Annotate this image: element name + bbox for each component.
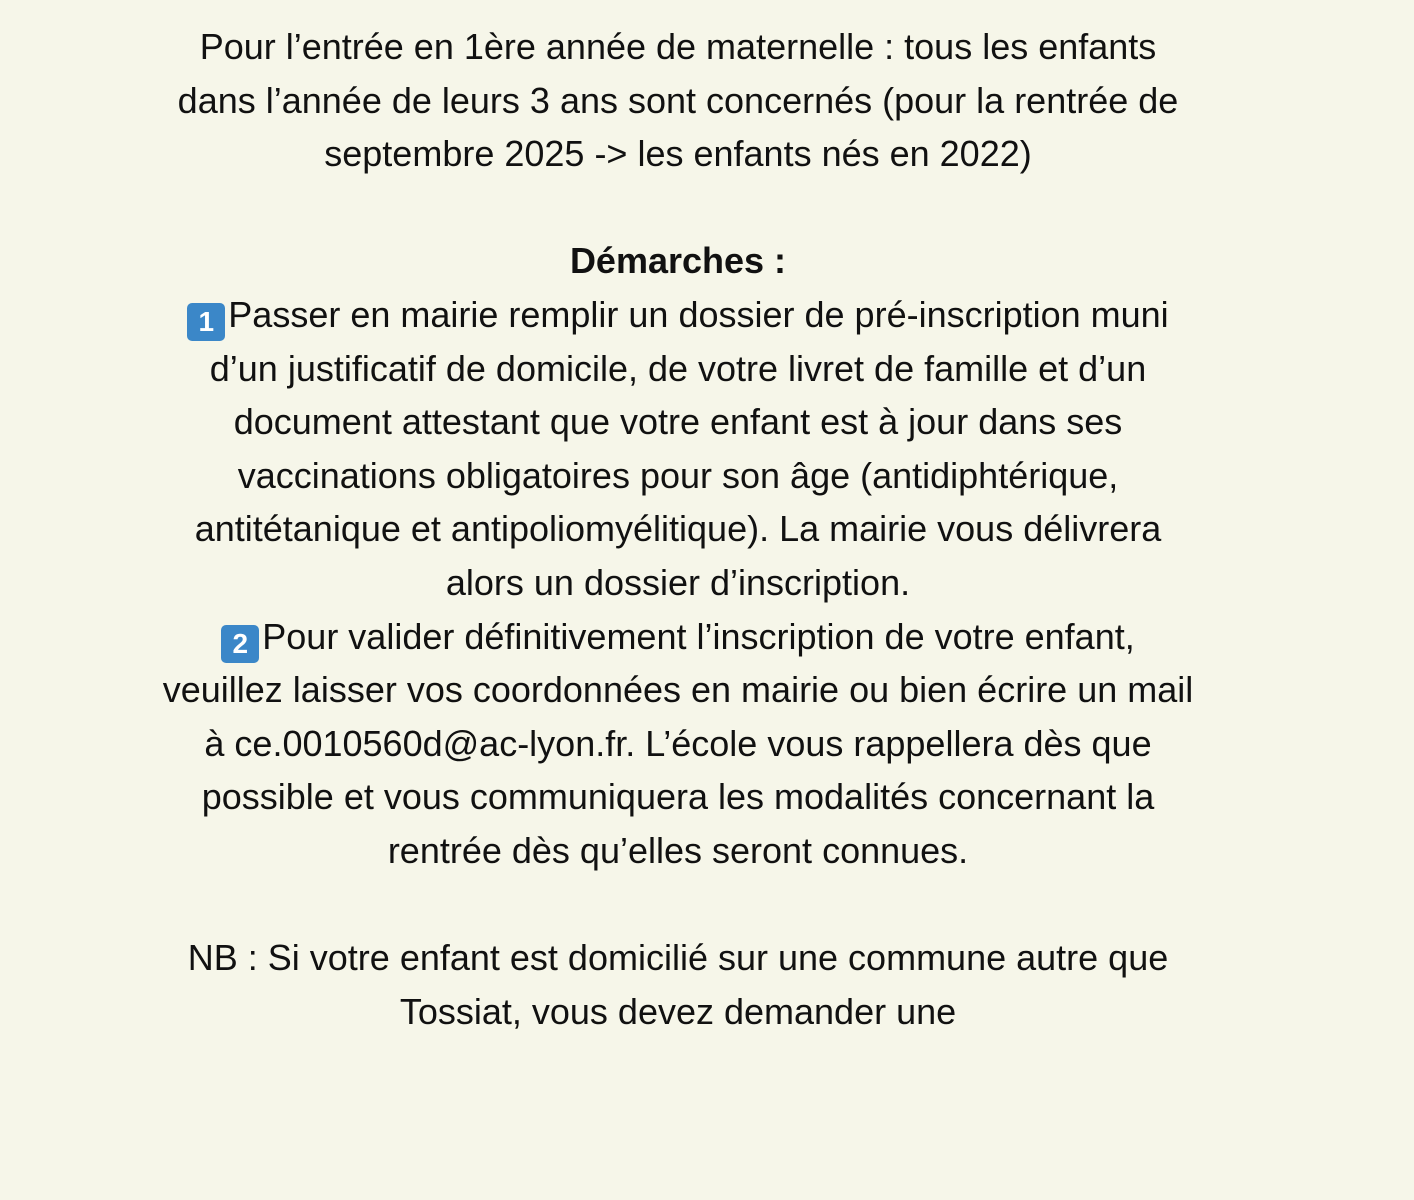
spacer xyxy=(160,181,1196,235)
step-2 xyxy=(160,610,1196,878)
keycap-two-icon: 2 xyxy=(221,625,259,663)
steps-heading: Démarches : xyxy=(569,240,787,282)
step-2-text: Pour valider définitivement l’inscription de votre enfant, veuillez laisser vos coordonnées en mairie ou bien écrire un mail à ce.0010560d@ac-lyon.fr. L’école vous rappellera dès que possible et vous communiquera les modalités concernant la rentrée dès qu’elles seront connues. xyxy=(162,615,1194,871)
step-1 xyxy=(160,288,1196,610)
document-body xyxy=(160,20,1196,1038)
step-1-text: Passer en mairie remplir un dossier de pré-inscription muni d’un justificatif de domicile, de votre livret de famille et d’un document attestant que votre enfant est à jour dans ses vaccinations obligatoires pour son âge (antidiphtérique, antitétanique et antipoliomyélitique). La mairie vous délivrera alors un dossier d’inscription. xyxy=(194,293,1169,603)
intro-paragraph: Pour l’entrée en 1ère année de maternelle : tous les enfants dans l’année de leurs 3 ans sont concernés (pour la rentrée de septembre 2025 -> les enfants nés en 2022) xyxy=(177,26,1179,175)
keycap-one-icon: 1 xyxy=(187,303,225,341)
nb-paragraph: NB : Si votre enfant est domicilié sur une commune autre que Tossiat, vous devez demander une xyxy=(187,937,1169,1032)
spacer xyxy=(160,878,1196,932)
